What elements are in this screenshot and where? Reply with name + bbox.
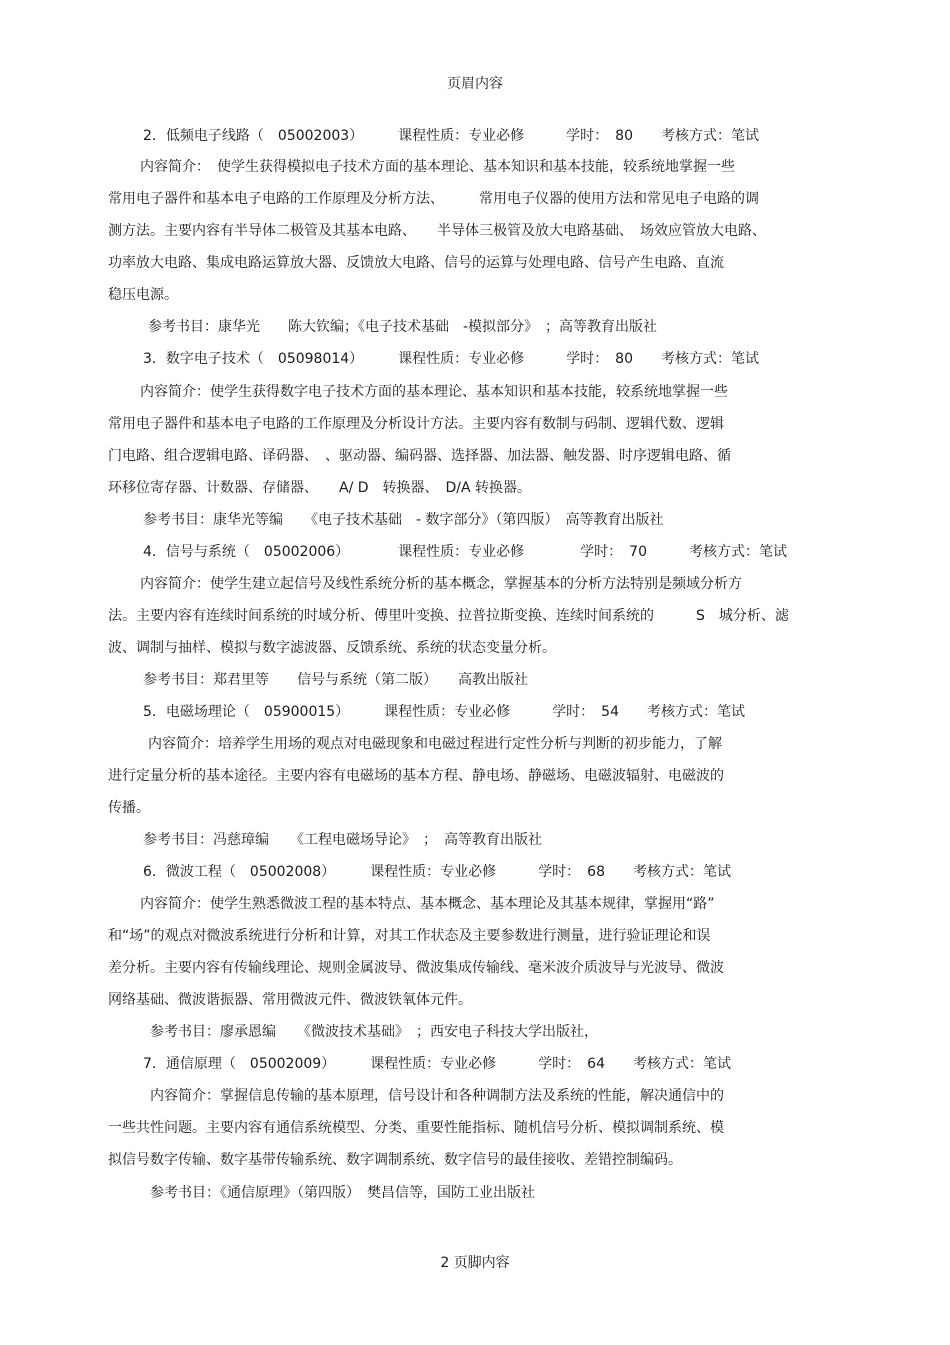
course-heading-line: 5．电磁场理论（ 05900015） 课程性质：专业必修 学时： 54 考核方式：笔试 bbox=[143, 704, 745, 720]
intro-text-line: 内容简介：掌握信息传输的基本原理，信号设计和各种调制方法及系统的性能，解决通信中的 bbox=[150, 1088, 724, 1104]
body-text-line: 常用电子器件和基本电子电路的工作原理及分析设计方法。主要内容有数制与码制、逻辑代数、逻辑 bbox=[108, 416, 724, 432]
body-text-line: 网络基础、微波谐振器、常用微波元件、微波铁氧体元件。 bbox=[108, 992, 472, 1008]
body-text-line: 常用电子器件和基本电子电路的工作原理及分析方法、 常用电子仪器的使用方法和常见电子电路的调 bbox=[108, 191, 759, 207]
course-heading-line: 6．微波工程（ 05002008） 课程性质：专业必修 学时： 68 考核方式：笔试 bbox=[143, 864, 731, 880]
body-text-line: 测方法。主要内容有半导体二极管及其基本电路、 半导体三极管及放大电路基础、 场效应管放大电路、 bbox=[108, 223, 766, 239]
intro-text-line: 内容简介：使学生建立起信号及线性系统分析的基本概念，掌握基本的分析方法特别是频域分析方 bbox=[140, 576, 742, 592]
page-number: 2 bbox=[440, 1255, 450, 1271]
body-text-line: 稳压电源。 bbox=[108, 287, 178, 303]
body-text-line: 法。主要内容有连续时间系统的时域分析、傅里叶变换、拉普拉斯变换、连续时间系统的 S 城分析、滤 bbox=[108, 608, 789, 624]
reference-text-line: 参考书目：《通信原理》（第四版） 樊昌信等，国防工业出版社 bbox=[150, 1185, 535, 1201]
reference-text-line: 参考书目：冯慈璋编 《工程电磁场导论》 ； 高等教育出版社 bbox=[143, 832, 542, 848]
course-heading-line: 4．信号与系统（ 05002006） 课程性质：专业必修 学时： 70 考核方式：笔试 bbox=[143, 544, 787, 560]
body-text-line: 拟信号数字传输、数字基带传输系统、数字调制系统、数字信号的最佳接收、差错控制编码。 bbox=[108, 1152, 682, 1168]
body-text-line: 差分析。主要内容有传输线理论、规则金属波导、微波集成传输线、毫米波介质波导与光波导、微波 bbox=[108, 960, 724, 976]
intro-text-line: 内容简介：使学生熟悉微波工程的基本特点、基本概念、基本理论及其基本规律，掌握用“路” bbox=[140, 896, 715, 912]
course-heading-line: 3．数字电子技术（ 05098014） 课程性质：专业必修 学时： 80 考核方式：笔试 bbox=[143, 351, 759, 367]
reference-text-line: 参考书目：康华光 陈大钦编；《电子技术基础 -模拟部分》 ；高等教育出版社 bbox=[148, 319, 658, 335]
reference-text-line: 参考书目：康华光等编 《电子技术基础 - 数字部分》（第四版） 高等教育出版社 bbox=[143, 512, 664, 528]
intro-text-line: 内容简介：培养学生用场的观点对电磁现象和电磁过程进行定性分析与判断的初步能力，了解 bbox=[148, 736, 722, 752]
body-text-line: 进行定量分析的基本途径。主要内容有电磁场的基本方程、静电场、静磁场、电磁波辐射、电磁波的 bbox=[108, 768, 724, 784]
page-footer bbox=[0, 1252, 950, 1272]
body-text-line: 和“场”的观点对微波系统进行分析和计算，对其工作状态及主要参数进行测量，进行验证理论和误 bbox=[108, 928, 711, 944]
reference-text-line: 参考书目：郑君里等 信号与系统（第二版） 高教出版社 bbox=[143, 672, 528, 688]
body-text-line: 传播。 bbox=[108, 800, 150, 816]
reference-text-line: 参考书目：廖承恩编 《微波技术基础》 ；西安电子科技大学出版社， bbox=[150, 1024, 598, 1040]
intro-text-line: 内容简介： 使学生获得模拟电子技术方面的基本理论、基本知识和基本技能，较系统地掌握一些 bbox=[140, 159, 735, 175]
intro-text-line: 内容简介：使学生获得数字电子技术方面的基本理论、基本知识和基本技能，较系统地掌握一些 bbox=[140, 384, 728, 400]
body-text-line: 波、调制与抽样、模拟与数字滤波器、反馈系统、系统的状态变量分析。 bbox=[108, 640, 556, 656]
body-text-line: 门电路、组合逻辑电路、译码器、 、驱动器、编码器、选择器、加法器、触发器、时序逻辑电路、循 bbox=[108, 448, 731, 464]
page-header: 页眉内容 bbox=[447, 76, 503, 92]
footer-text: 页脚内容 bbox=[453, 1255, 510, 1271]
body-text-line: 环移位寄存器、计数器、存储器、 A/ D 转换器、 D/A 转换器。 bbox=[108, 480, 532, 496]
body-text-line: 功率放大电路、集成电路运算放大器、反馈放大电路、信号的运算与处理电路、信号产生电路、直流 bbox=[108, 255, 724, 271]
course-heading-line: 7．通信原理（ 05002009） 课程性质：专业必修 学时： 64 考核方式：笔试 bbox=[143, 1056, 731, 1072]
course-heading-line: 2．低频电子线路（ 05002003） 课程性质：专业必修 学时： 80 考核方式：笔试 bbox=[143, 128, 759, 144]
body-text-line: 一些共性问题。主要内容有通信系统模型、分类、重要性能指标、随机信号分析、模拟调制系统、模 bbox=[108, 1120, 724, 1136]
